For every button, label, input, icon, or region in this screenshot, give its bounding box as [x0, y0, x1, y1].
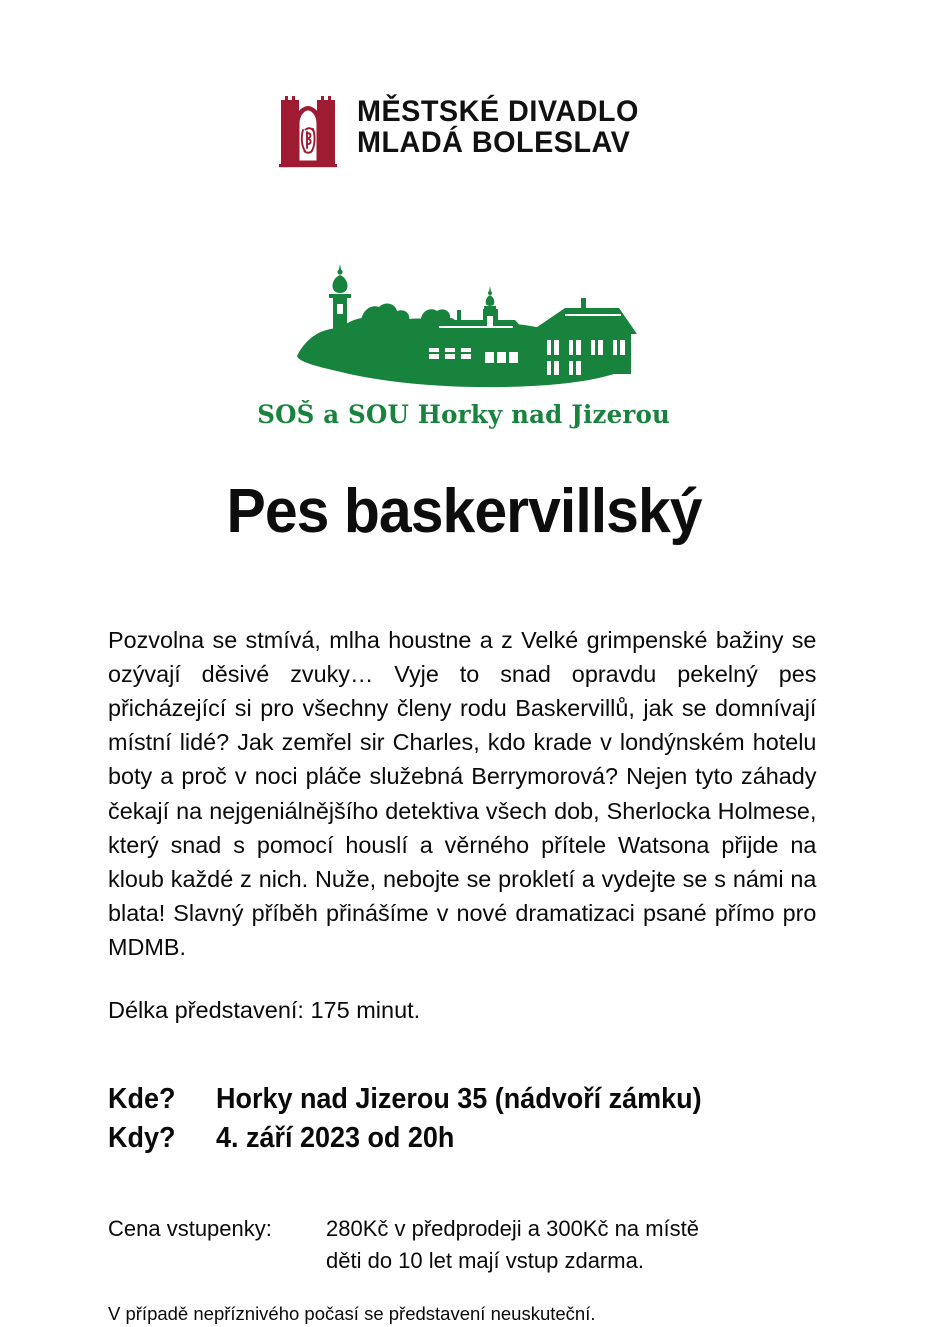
synopsis-block [108, 623, 820, 1027]
price-line-1: 280Kč v předprodeji a 300Kč na místě [326, 1215, 700, 1241]
where-when-block [108, 1083, 820, 1155]
theatre-gate-mark-icon [277, 88, 339, 168]
horky-chateau-village-silhouette-icon [289, 260, 639, 396]
theatre-name-line-1: MĚSTSKÉ DIVADLO [357, 95, 640, 129]
price-values [326, 1213, 699, 1277]
when-label: Kdy? [108, 1121, 176, 1154]
where-label: Kde? [108, 1082, 176, 1115]
school-name-label: SOŠ a SOU Horky nad Jizerou [257, 400, 671, 429]
weather-footnote: V případě nepříznivého počasí se představení neuskuteční. [108, 1302, 596, 1324]
theatre-logo-wordmark [357, 97, 651, 158]
theatre-name-line-2: MLADÁ BOLESLAV [357, 126, 631, 159]
where-value: Horky nad Jizerou 35 (nádvoří zámku) [216, 1082, 702, 1115]
when-value: 4. září 2023 od 20h [216, 1121, 455, 1154]
when-row [108, 1122, 820, 1155]
synopsis-text: Pozvolna se stmívá, mlha houstne a z Velké grimpenské bažiny se ozývají děsivé zvuky… Vyje to snad opravdu pekelný pes přicházející si pro všechny členy rodu Baskervillů, jak se domnívají místní lidé? Jak zemřel sir Charles, kdo krade v londýnském hotelu boty a proč v noci pláče služebná Berrymorová? Nejen tyto záhady čekají na nejgeniálnějšího detektiva všech dob, Sherlocka Holmese, který snad s pomocí houslí a věrného přítele Watsona přijde na kloub každé z nich. Nuže, nebojte se prokletí a vydejte se s námi na blata! Slavný příběh přinášíme v nové dramatizaci psané přímo pro MDMB. [108, 626, 817, 961]
where-row [108, 1083, 820, 1116]
duration-text: Délka představení: 175 minut. [108, 996, 421, 1023]
price-block [108, 1213, 820, 1277]
show-title: Pes baskervillský [226, 477, 702, 546]
price-label: Cena vstupenky: [108, 1215, 272, 1241]
school-logo [257, 260, 671, 429]
price-line-2: děti do 10 let mají vstup zdarma. [326, 1247, 644, 1273]
theatre-logo [0, 88, 928, 168]
